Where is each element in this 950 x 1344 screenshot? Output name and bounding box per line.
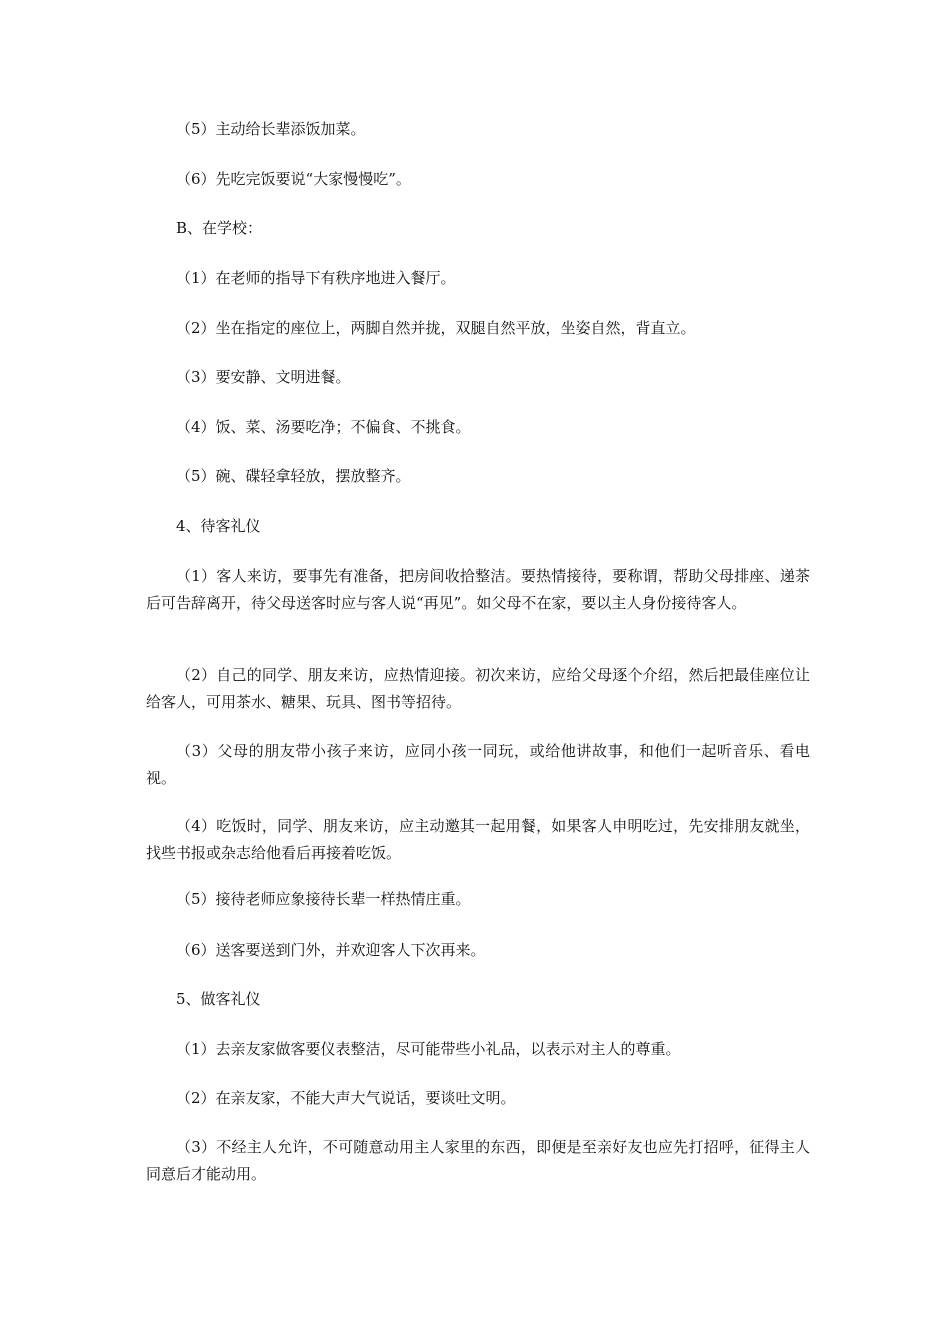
paragraph-school-3: （3）要安静、文明进餐。 [176,368,351,386]
section-heading-at-school: B、在学校： [176,219,263,237]
paragraph-home-5: （5）主动给长辈添饭加菜。 [176,120,366,138]
paragraph-school-5: （5）碗、碟轻拿轻放，摆放整齐。 [176,467,411,485]
section-heading-hosting-etiquette: 4、待客礼仪 [176,517,261,535]
paragraph-school-2: （2）坐在指定的座位上，两脚自然并拢，双腿自然平放，坐姿自然，背直立。 [176,319,696,337]
paragraph-school-4: （4）饭、菜、汤要吃净；不偏食、不挑食。 [176,418,471,436]
paragraph-guest-3: （3）不经主人允许，不可随意动用主人家里的东西，即便是至亲好友也应先打招呼，征得主人同意后才能动用。 [146,1138,810,1183]
paragraph-guest-2: （2）在亲友家，不能大声大气说话，要谈吐文明。 [176,1089,516,1107]
paragraph-home-6: （6）先吃完饭要说“大家慢慢吃”。 [176,170,411,188]
paragraph-hosting-6: （6）送客要送到门外，并欢迎客人下次再来。 [176,941,486,959]
paragraph-hosting-2: （2）自己的同学、朋友来访，应热情迎接。初次来访，应给父母逐个介绍，然后把最佳座位让给客人，可用茶水、糖果、玩具、图书等招待。 [146,666,810,711]
paragraph-hosting-3: （3）父母的朋友带小孩子来访，应同小孩一同玩，或给他讲故事，和他们一起听音乐、看电视。 [146,742,810,787]
paragraph-guest-1: （1）去亲友家做客要仪表整洁，尽可能带些小礼品，以表示对主人的尊重。 [176,1040,681,1058]
paragraph-hosting-5: （5）接待老师应象接待长辈一样热情庄重。 [176,890,471,908]
paragraph-school-1: （1）在老师的指导下有秩序地进入餐厅。 [176,269,456,287]
section-heading-guest-etiquette: 5、做客礼仪 [176,990,261,1008]
paragraph-hosting-1: （1）客人来访，要事先有准备，把房间收拾整洁。要热情接待，要称谓，帮助父母排座、递茶后可告辞离开，待父母送客时应与客人说“再见”。如父母不在家，要以主人身份接待客人。 [146,567,810,612]
paragraph-hosting-4: （4）吃饭时，同学、朋友来访，应主动邀其一起用餐，如果客人申明吃过，先安排朋友就坐，找些书报或杂志给他看后再接着吃饭。 [146,817,810,862]
